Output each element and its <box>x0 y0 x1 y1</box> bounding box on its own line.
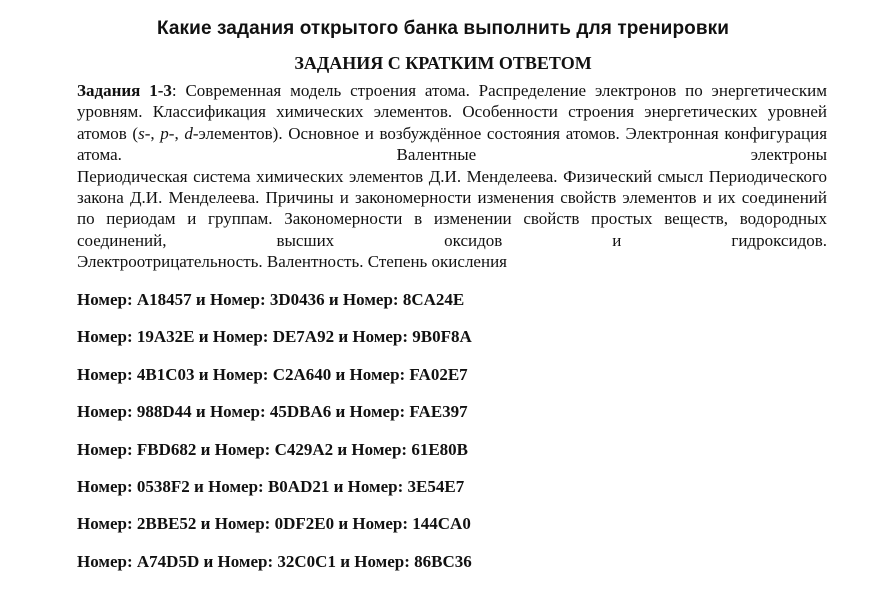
task-number-row: Номер: 0538F2 и Номер: B0AD21 и Номер: 3E54E7 <box>77 476 465 496</box>
task-number-row: Номер: FBD682 и Номер: C429A2 и Номер: 61E80B <box>77 439 468 459</box>
periodic-system-paragraph: Периодическая система химических элементов Д.И. Менделеева. Физический смысл Периодического закона Д.И. Менделеева. Причины и закономерности изменения свойств элементов и их соединений по периодам и группам. Закономерности в изменении свойств простых веществ, водородных соединений, высших оксидов и гидроксидов. <box>77 166 827 250</box>
task-number-row: Номер: 4B1C03 и Номер: C2A640 и Номер: FA02E7 <box>77 364 468 384</box>
intro-text-part-2: -элементов). Основное и возбуждённое состояния атомов. Электронная конфигурация атома. Валентные электроны <box>77 123 828 165</box>
task-number-list <box>77 290 817 589</box>
section-heading: ЗАДАНИЯ С КРАТКИМ ОТВЕТОМ <box>294 53 592 73</box>
task-number-row: Номер: 19A32E и Номер: DE7A92 и Номер: 9B0F8A <box>77 327 472 347</box>
separator-2: -, <box>168 123 185 143</box>
task-number-row: Номер: A18457 и Номер: 3D0436 и Номер: 8CA24E <box>77 290 465 309</box>
intro-paragraph <box>77 80 827 166</box>
s-element-letter: s <box>138 123 145 143</box>
intro-text-part-1: Современная модель строения атома. Распределение электронов по энергетическим уровням. Классификация химических элементов. Особенности строения энергетических уровней атомов ( <box>77 81 827 143</box>
task-number-row: Номер: 2BBE52 и Номер: 0DF2E0 и Номер: 144CA0 <box>77 514 471 534</box>
task-number-row: Номер: A74D5D и Номер: 32C0C1 и Номер: 86BC36 <box>77 551 472 571</box>
topic-description <box>77 80 827 273</box>
page-title: Какие задания открытого банка выполнить для тренировки <box>156 18 730 39</box>
label-colon: : <box>171 81 186 100</box>
separator-1: -, <box>144 123 161 143</box>
electronegativity-paragraph: Электроотрицательность. Валентность. Степень окисления <box>77 252 507 272</box>
p-element-letter: p <box>160 123 169 143</box>
d-element-letter: d <box>184 123 193 143</box>
tasks-label: Задания 1-3 <box>77 81 172 100</box>
task-number-row: Номер: 988D44 и Номер: 45DBA6 и Номер: FAE397 <box>77 402 468 422</box>
